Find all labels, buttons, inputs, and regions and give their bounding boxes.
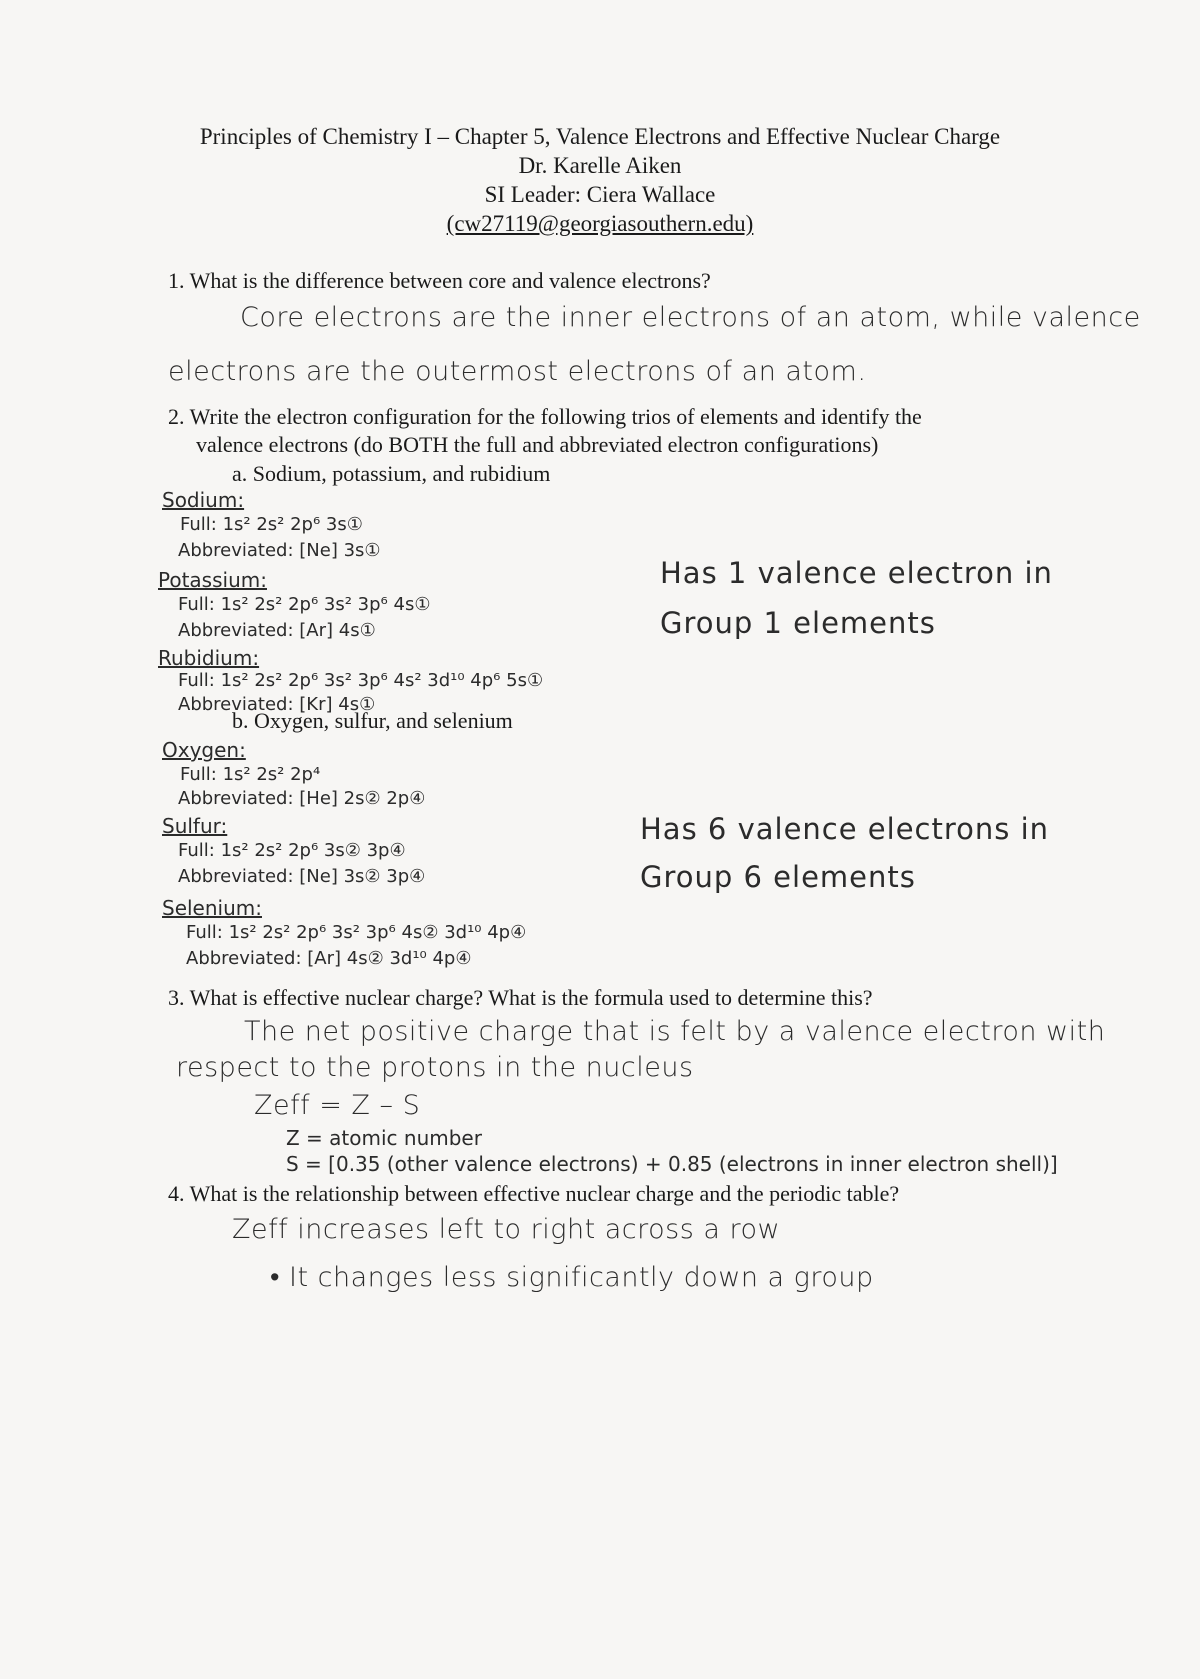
group1-note-line1: Has 1 valence electron in	[660, 556, 1053, 590]
question-4: 4. What is the relationship between effective nuclear charge and the periodic table?	[168, 1181, 900, 1206]
question-1: 1. What is the difference between core and valence electrons?	[168, 268, 711, 293]
potassium-full-config: Full: 1s² 2s² 2p⁶ 3s² 3p⁶ 4s①	[178, 594, 431, 615]
sulfur-full-config: Full: 1s² 2s² 2p⁶ 3s② 3p④	[178, 840, 406, 861]
question-2-line2: valence electrons (do BOTH the full and abbreviated electron configurations)	[196, 432, 879, 457]
part-b-heading: b. Oxygen, sulfur, and selenium	[232, 708, 513, 733]
oxygen-abbr-config: Abbreviated: [He] 2s② 2p④	[178, 788, 426, 809]
sodium-label: Sodium:	[162, 488, 245, 512]
question-2-line1: 2. Write the electron configuration for the following trios of elements and identify the	[168, 404, 922, 429]
potassium-label: Potassium:	[158, 568, 267, 592]
answer-4-line2: • It changes less significantly down a group	[270, 1262, 874, 1293]
answer-3-line2: respect to the protons in the nucleus	[176, 1052, 694, 1083]
selenium-label: Selenium:	[162, 896, 262, 920]
oxygen-full-config: Full: 1s² 2s² 2p⁴	[180, 764, 321, 785]
answer-1-line1: Core electrons are the inner electrons of an atom, while valence	[240, 302, 1141, 333]
group6-note-line1: Has 6 valence electrons in	[640, 812, 1050, 846]
rubidium-label: Rubidium:	[158, 646, 260, 670]
group1-note-line2: Group 1 elements	[660, 606, 936, 640]
sodium-abbr-config: Abbreviated: [Ne] 3s①	[178, 540, 381, 561]
sulfur-abbr-config: Abbreviated: [Ne] 3s② 3p④	[178, 866, 426, 887]
instructor-name: Dr. Karelle Aiken	[518, 153, 682, 178]
answer-1-line2: electrons are the outermost electrons of an atom.	[168, 356, 867, 387]
question-3: 3. What is effective nuclear charge? What is the formula used to determine this?	[168, 985, 873, 1010]
si-leader: SI Leader: Ciera Wallace	[484, 182, 716, 207]
oxygen-label: Oxygen:	[162, 738, 246, 762]
group6-note-line2: Group 6 elements	[640, 860, 916, 894]
selenium-abbr-config: Abbreviated: [Ar] 4s② 3d¹⁰ 4p④	[186, 948, 472, 969]
selenium-full-config: Full: 1s² 2s² 2p⁶ 3s² 3p⁶ 4s② 3d¹⁰ 4p④	[186, 922, 527, 943]
rubidium-abbr-config: Abbreviated: [Kr] 4s①	[178, 694, 376, 715]
rubidium-full-config: Full: 1s² 2s² 2p⁶ 3s² 3p⁶ 4s² 3d¹⁰ 4p⁶ 5s①	[178, 670, 544, 691]
worksheet-title: Principles of Chemistry I – Chapter 5, Valence Electrons and Effective Nuclear Charge	[199, 124, 1001, 149]
s-definition: S = [0.35 (other valence electrons) + 0.85 (electrons in inner electron shell)]	[286, 1152, 1058, 1176]
email-link[interactable]: (cw27119@georgiasouthern.edu)	[446, 211, 754, 236]
part-a-heading: a. Sodium, potassium, and rubidium	[232, 461, 551, 486]
answer-4-line1: Zeff increases left to right across a row	[232, 1214, 781, 1245]
zeff-formula: Zeff = Z – S	[254, 1090, 421, 1121]
sodium-full-config: Full: 1s² 2s² 2p⁶ 3s①	[180, 514, 363, 535]
z-definition: Z = atomic number	[286, 1126, 482, 1150]
sulfur-label: Sulfur:	[162, 814, 228, 838]
answer-3-line1: The net positive charge that is felt by a valence electron with	[244, 1016, 1106, 1047]
potassium-abbr-config: Abbreviated: [Ar] 4s①	[178, 620, 376, 641]
